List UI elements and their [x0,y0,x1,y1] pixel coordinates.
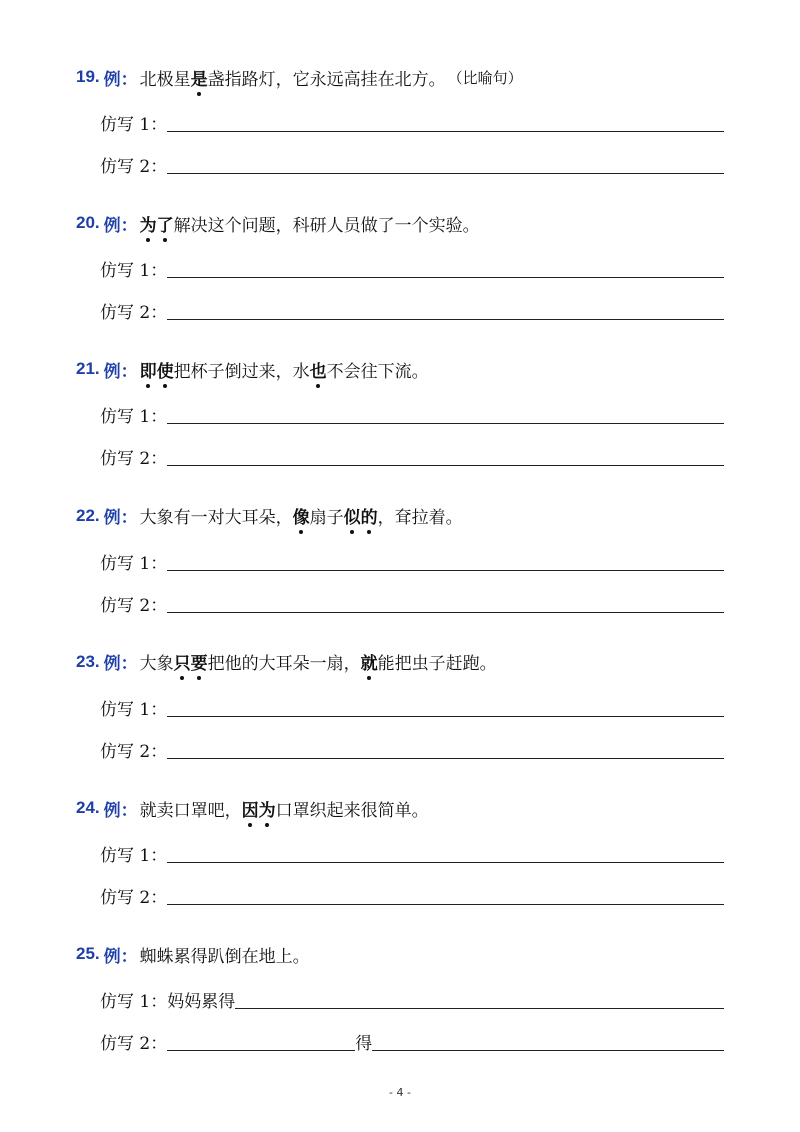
imitation-label: 仿写 2： [100,449,168,470]
example-sentence [140,796,429,821]
imitation-label: 仿写 1： [100,992,168,1013]
imitation-label: 仿写 1： [100,846,168,866]
example-sentence [140,503,463,528]
sentence-segment: 就卖口罩吧， [139,800,242,821]
example-tag: 例： [103,361,138,381]
exercise-number: 22. [76,505,100,525]
example-sentence [140,649,497,674]
sentence-connector: 得 [355,1034,373,1055]
imitation-line-2 [100,151,724,179]
exercise-prompt [76,209,480,237]
emphasized-keyword: 为 [140,211,157,236]
emphasized-keyword: 只 [174,649,191,674]
answer-blank[interactable] [167,464,724,466]
sentence-segment: 大象 [139,654,174,675]
answer-blank[interactable] [167,276,724,278]
sentence-type-note: （比喻句） [447,68,523,87]
imitation-label: 仿写 1： [100,115,168,135]
sentence-starter: 妈妈累得 [167,992,236,1013]
emphasized-keyword: 似 [344,503,361,528]
sentence-segment: 蜘蛛累得趴倒在地上。 [139,946,310,967]
imitation-line-1 [100,401,724,429]
imitation-line-2 [100,443,724,471]
answer-blank[interactable] [167,903,724,905]
imitation-line-1 [100,255,724,283]
exercise-number: 20. [76,213,100,233]
emphasized-keyword: 为 [259,796,276,821]
sentence-segment: 盏指路灯，它永远高挂在北方。 [207,69,446,90]
answer-blank[interactable] [167,1049,355,1051]
imitation-label: 仿写 2： [100,157,168,177]
exercise-number: 21. [76,359,100,379]
imitation-line-2 [100,1028,724,1056]
exercise-prompt [76,63,523,91]
sentence-segment: 扇子 [309,508,344,529]
sentence-segment: 不会往下流。 [326,361,429,382]
emphasized-keyword: 了 [157,211,174,236]
imitation-label: 仿写 2： [100,303,168,324]
example-tag: 例： [103,800,138,820]
exercise-number: 23. [76,651,100,671]
imitation-label: 仿写 2： [100,1034,168,1055]
answer-blank[interactable] [235,1007,724,1009]
exercise-prompt [76,648,497,676]
answer-blank[interactable] [167,422,724,424]
emphasized-keyword: 就 [361,649,378,674]
imitation-line-2 [100,882,724,910]
sentence-segment: 把他的大耳朵一扇， [207,654,361,675]
imitation-label: 仿写 1： [100,699,168,720]
emphasized-keyword: 因 [242,796,259,821]
exercise-prompt [76,940,310,968]
example-sentence [140,65,446,90]
sentence-segment: 把杯子倒过来，水 [173,361,310,382]
example-sentence [140,357,429,382]
exercise-number: 19. [76,67,100,86]
answer-blank[interactable] [167,611,724,613]
sentence-segment: 能把虫子赶跑。 [377,654,497,675]
example-tag: 例： [103,508,138,528]
emphasized-keyword: 要 [191,649,208,674]
exercise-prompt [76,502,463,530]
answer-blank[interactable] [167,318,724,320]
imitation-line-2 [100,736,724,764]
imitation-line-1 [100,548,724,576]
imitation-label: 仿写 2： [100,595,168,616]
exercise-prompt [76,355,429,383]
imitation-label: 仿写 1： [100,553,168,574]
page-number: - 4 - [389,1086,411,1099]
emphasized-keyword: 也 [310,357,327,382]
imitation-line-2 [100,297,724,325]
example-sentence [140,211,480,236]
imitation-line-1 [100,840,724,868]
answer-blank[interactable] [167,861,724,863]
sentence-segment: 口罩织起来很简单。 [275,800,429,821]
sentence-segment: 解决这个问题，科研人员做了一个实验。 [173,215,480,236]
example-tag: 例： [103,69,138,89]
exercise-prompt [76,794,429,822]
emphasized-keyword: 是 [191,65,208,90]
answer-blank[interactable] [167,569,724,571]
imitation-line-2 [100,590,724,618]
answer-blank[interactable] [167,172,724,174]
answer-blank[interactable] [167,715,724,717]
answer-blank[interactable] [372,1049,724,1051]
emphasized-keyword: 的 [361,503,378,528]
sentence-segment: ，耷拉着。 [377,508,463,529]
imitation-label: 仿写 2： [100,741,168,762]
example-tag: 例： [103,654,138,674]
emphasized-keyword: 使 [157,357,174,382]
imitation-line-1 [100,986,724,1014]
imitation-line-1 [100,694,724,722]
emphasized-keyword: 像 [293,503,310,528]
answer-blank[interactable] [167,130,724,132]
answer-blank[interactable] [167,757,724,759]
exercise-number: 25. [76,944,100,964]
sentence-segment: 大象有一对大耳朵， [139,508,293,529]
example-sentence [140,942,310,967]
example-tag: 例： [103,215,138,235]
exercise-number: 24. [76,798,100,817]
emphasized-keyword: 即 [140,357,157,382]
imitation-label: 仿写 1： [100,407,168,428]
imitation-line-1 [100,109,724,137]
example-tag: 例： [103,946,138,966]
imitation-label: 仿写 2： [100,888,168,908]
imitation-label: 仿写 1： [100,261,168,282]
sentence-segment: 北极星 [139,69,191,90]
